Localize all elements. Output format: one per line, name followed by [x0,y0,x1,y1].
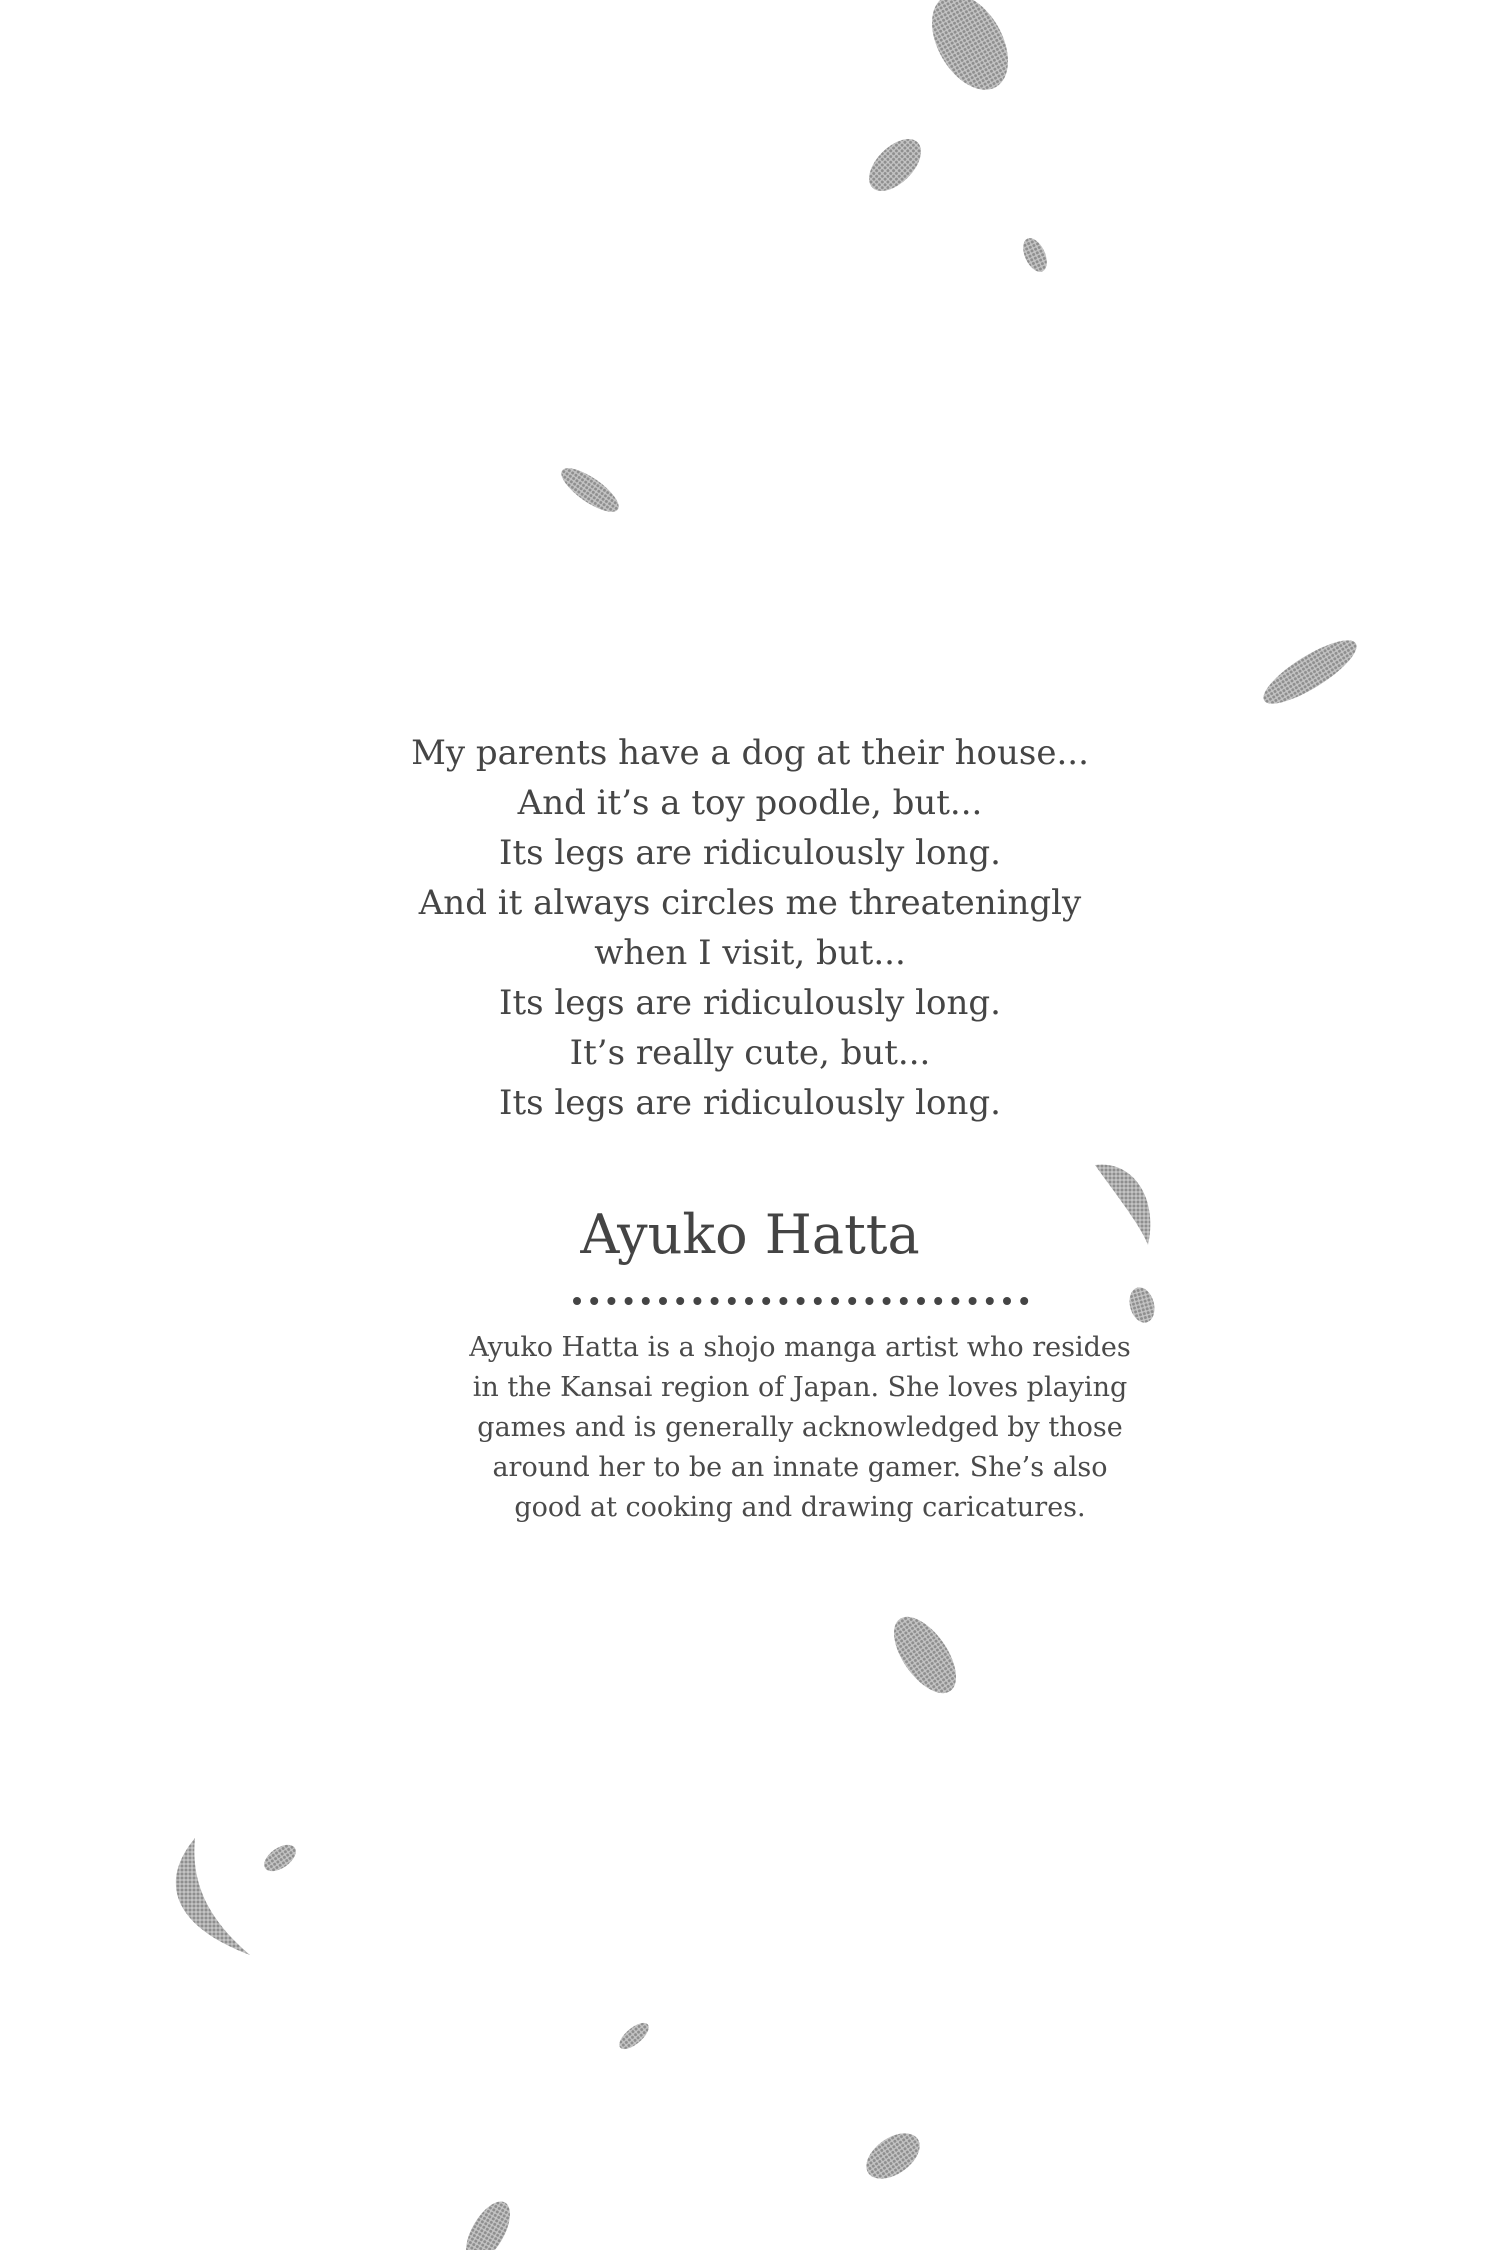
petal-icon [1018,234,1051,275]
petal-icon [860,130,931,201]
dotted-divider [570,1294,1040,1308]
divider-dot [573,1297,581,1305]
note-line: Its legs are ridiculously long. [499,983,1001,1023]
bio-line: games and is generally acknowledged by those [477,1412,1123,1443]
petal-icon [882,1606,969,1703]
divider-dot [659,1297,667,1305]
author-name: Ayuko Hatta [580,1203,920,1266]
divider-dot [711,1297,719,1305]
divider-dot [969,1297,977,1305]
note-line: And it’s a toy poodle, but... [517,783,983,823]
note-line: It’s really cute, but... [569,1033,931,1073]
divider-dot [797,1297,805,1305]
divider-dot [676,1297,684,1305]
petal-icon [176,1838,250,1955]
divider-dot [590,1297,598,1305]
divider-dot [917,1297,925,1305]
note-line: Its legs are ridiculously long. [499,833,1001,873]
petal-icon [858,2124,928,2188]
divider-dot [625,1297,633,1305]
divider-dot [693,1297,701,1305]
bio-line: good at cooking and drawing caricatures. [514,1492,1086,1523]
divider-dot [642,1297,650,1305]
divider-dot [745,1297,753,1305]
divider-dot [1020,1297,1028,1305]
divider-dot [1003,1297,1011,1305]
divider-dot [900,1297,908,1305]
note-line: My parents have a dog at their house... [411,733,1089,773]
petal-icon [260,1839,301,1876]
divider-dot [865,1297,873,1305]
bio-line: around her to be an innate gamer. She’s also [492,1452,1108,1483]
divider-dot [951,1297,959,1305]
petal-icon [1126,1285,1158,1326]
divider-dot [831,1297,839,1305]
bio-line: Ayuko Hatta is a shojo manga artist who resides [469,1332,1131,1363]
divider-dot [934,1297,942,1305]
divider-dot [607,1297,615,1305]
note-line: And it always circles me threateningly [418,883,1082,923]
petal-icon [457,2195,519,2250]
petal-icon [615,2018,653,2053]
bio-line: in the Kansai region of Japan. She loves playing [472,1372,1128,1403]
divider-dot [883,1297,891,1305]
divider-dot [779,1297,787,1305]
petal-icon [1256,630,1365,714]
author-note [300,728,1200,1128]
author-bio [460,1328,1140,1528]
note-line: Its legs are ridiculously long. [499,1083,1001,1123]
note-line: when I visit, but... [594,933,906,973]
divider-dot [814,1297,822,1305]
petal-icon [555,461,624,520]
divider-dot [848,1297,856,1305]
divider-dot [986,1297,994,1305]
divider-dot [762,1297,770,1305]
divider-dot [728,1297,736,1305]
petal-icon [916,0,1023,103]
